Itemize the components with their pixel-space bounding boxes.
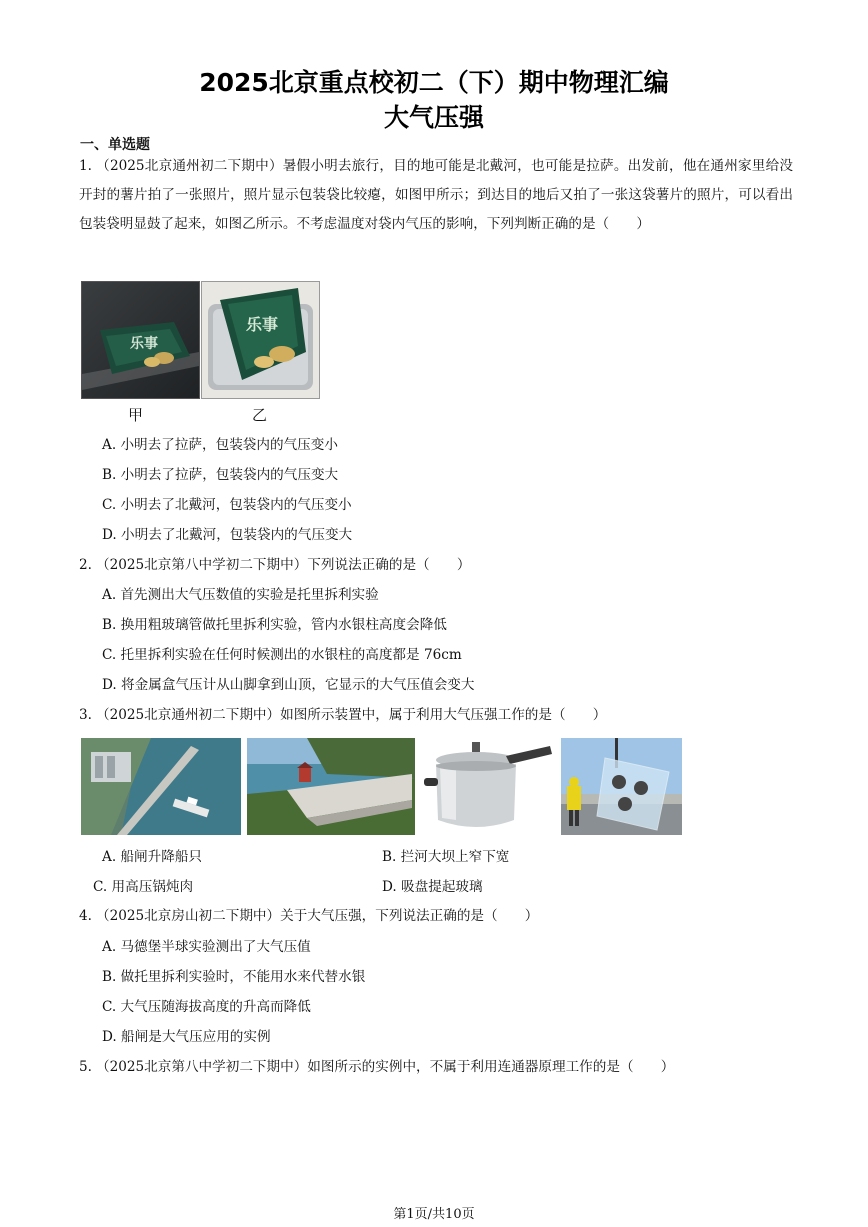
question-2 xyxy=(79,551,793,580)
svg-text:乐事: 乐事 xyxy=(246,315,279,334)
pressure-cooker-photo xyxy=(422,738,554,835)
q4-option-d: D. 船闸是大气压应用的实例 xyxy=(102,1029,271,1045)
question-text: （2025北京第八中学初二下期中）如图所示的实例中，不属于利用连通器原理工作的是（ ） xyxy=(95,1059,675,1075)
q2-option-c: C. 托里拆利实验在任何时候测出的水银柱的高度都是 76cm xyxy=(102,647,462,663)
ship-lock-photo xyxy=(81,738,241,835)
question-1 xyxy=(79,152,793,239)
q3-option-a: A. 船闸升降船只 xyxy=(102,849,203,865)
document-title: 2025北京重点校初二（下）期中物理汇编 xyxy=(199,68,669,97)
question-text: （2025北京通州初二下期中）如图所示装置中，属于利用大气压强工作的是（ ） xyxy=(95,707,607,723)
question-5 xyxy=(79,1053,793,1082)
q1-option-d: D. 小明去了北戴河，包装袋内的气压变大 xyxy=(102,527,353,543)
question-text: （2025北京房山初二下期中）关于大气压强，下列说法正确的是（ ） xyxy=(95,908,539,924)
q2-option-b: B. 换用粗玻璃管做托里拆利实验，管内水银柱高度会降低 xyxy=(102,617,447,633)
section-heading: 一、单选题 xyxy=(80,137,150,153)
q3-option-d: D. 吸盘提起玻璃 xyxy=(382,879,483,895)
q3-option-b: B. 拦河大坝上窄下宽 xyxy=(382,849,510,865)
page-footer: 第1页/共10页 xyxy=(393,1207,475,1222)
question-3 xyxy=(79,701,793,730)
question-number: 5. xyxy=(79,1059,92,1075)
suction-cup-glass-photo xyxy=(561,738,682,835)
q2-option-a: A. 首先测出大气压数值的实验是托里拆利实验 xyxy=(102,587,379,603)
chip-bag-inflated-photo xyxy=(201,281,320,399)
q4-option-a: A. 马德堡半球实验测出了大气压值 xyxy=(102,939,311,955)
question-text: （2025北京第八中学初二下期中）下列说法正确的是（ ） xyxy=(95,557,471,573)
question-number: 4. xyxy=(79,908,92,924)
q4-option-c: C. 大气压随海拔高度的升高而降低 xyxy=(102,999,311,1015)
q4-option-b: B. 做托里拆利实验时，不能用水来代替水银 xyxy=(102,969,366,985)
document-subtitle: 大气压强 xyxy=(383,103,484,132)
question-4 xyxy=(79,902,793,931)
question-text: （2025北京通州初二下期中）暑假小明去旅行，目的地可能是北戴河，也可能是拉萨。出发前，他在通州家里给没开封的薯片拍了一张照片，照片显示包装袋比较瘪，如图甲所示；到达目的地后又拍了一张这袋薯片的照片，可以看出包装袋明显鼓了起来，如图乙所示。不考虑温度对袋内气压的影响，下列判断正确的是（ ） xyxy=(79,158,793,232)
chip-bag-flat-photo xyxy=(81,281,200,399)
q1-option-a: A. 小明去了拉萨，包装袋内的气压变小 xyxy=(102,437,338,453)
figure-caption-jia: 甲 xyxy=(128,406,144,424)
q1-option-b: B. 小明去了拉萨，包装袋内的气压变大 xyxy=(102,467,339,483)
question-number: 2. xyxy=(79,557,92,573)
q2-option-d: D. 将金属盒气压计从山脚拿到山顶，它显示的大气压值会变大 xyxy=(102,677,475,693)
question-number: 3. xyxy=(79,707,92,723)
q3-option-c: C. 用高压锅炖肉 xyxy=(93,879,194,895)
svg-text:乐事: 乐事 xyxy=(130,336,158,352)
dam-photo xyxy=(247,738,415,835)
question-number: 1. xyxy=(79,158,92,174)
figure-caption-yi: 乙 xyxy=(252,406,268,424)
q1-option-c: C. 小明去了北戴河，包装袋内的气压变小 xyxy=(102,497,352,513)
